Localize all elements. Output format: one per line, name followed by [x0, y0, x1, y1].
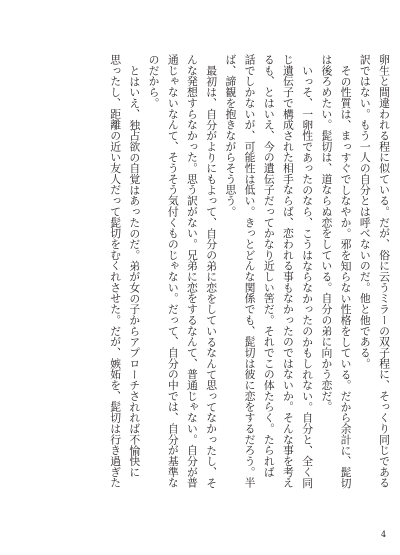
text-line: 卵生と間違われる程に似ている。だが、俗に云うミラーの双子程に、そっくり同じである: [378, 54, 391, 488]
text-line: ば、諦観を抱きながらそう思う。: [224, 54, 238, 217]
text-line: 思ったし、距離の近い友人だって髭切をむくれさせた。だが、嫉妬を、髭切は行き過ぎた: [109, 54, 123, 488]
paragraph: [106, 54, 144, 496]
text-line: るも、とはいえ、今の遺伝子だってかなり近しい筈だ。それでこの体たらく。たられば: [262, 54, 276, 478]
page-number: 4: [381, 530, 387, 539]
paragraph: [144, 54, 221, 496]
paragraph: [317, 54, 355, 496]
text-line: のだから。: [147, 54, 161, 109]
text-line: は後ろめたい。髭切は、道ならぬ恋をしている。自分の弟に向かう恋だ。: [320, 54, 334, 413]
text-line: 通じゃないなんて、そうそう気付くものじゃない。だって、自分の中では、自分が基準な: [166, 54, 180, 488]
text-line: んな発想すらなかった。思う訳がない。兄弟に恋をするなんて、普通じゃない。自分が普: [185, 54, 199, 488]
vertical-text-body: [106, 54, 394, 496]
text-line: とはいえ、独占欲の自覚はあったのだ。弟が女の子からアプローチされれば不愉快に: [128, 64, 142, 478]
paragraph: [356, 54, 394, 496]
text-line: いっそ、一卵性であったのなら、こうはならなかったのかもしれない。自分と、全く同: [301, 64, 315, 488]
text-line: 訳ではない。もう一人の自分とは呼べないのだ。他と他である。: [358, 54, 372, 369]
text-line: その性質は、まっすぐでしなやか。邪を知らない性格をしている。だから余計に、髭切: [339, 64, 353, 488]
paragraph: [221, 54, 317, 496]
text-line: 最初は、自分がよりにもよって、自分の弟に恋をしているなんて思ってなかったし、そ: [205, 64, 219, 488]
text-line: 話でしかないが、可能性は低い。きっとどんな関係でも、髭切は彼に恋をするだろう。半: [243, 54, 257, 488]
text-line: じ遺伝子で構成された相手ならば、恋われる事もなかったのではないか。そんな事を考え: [281, 54, 295, 488]
